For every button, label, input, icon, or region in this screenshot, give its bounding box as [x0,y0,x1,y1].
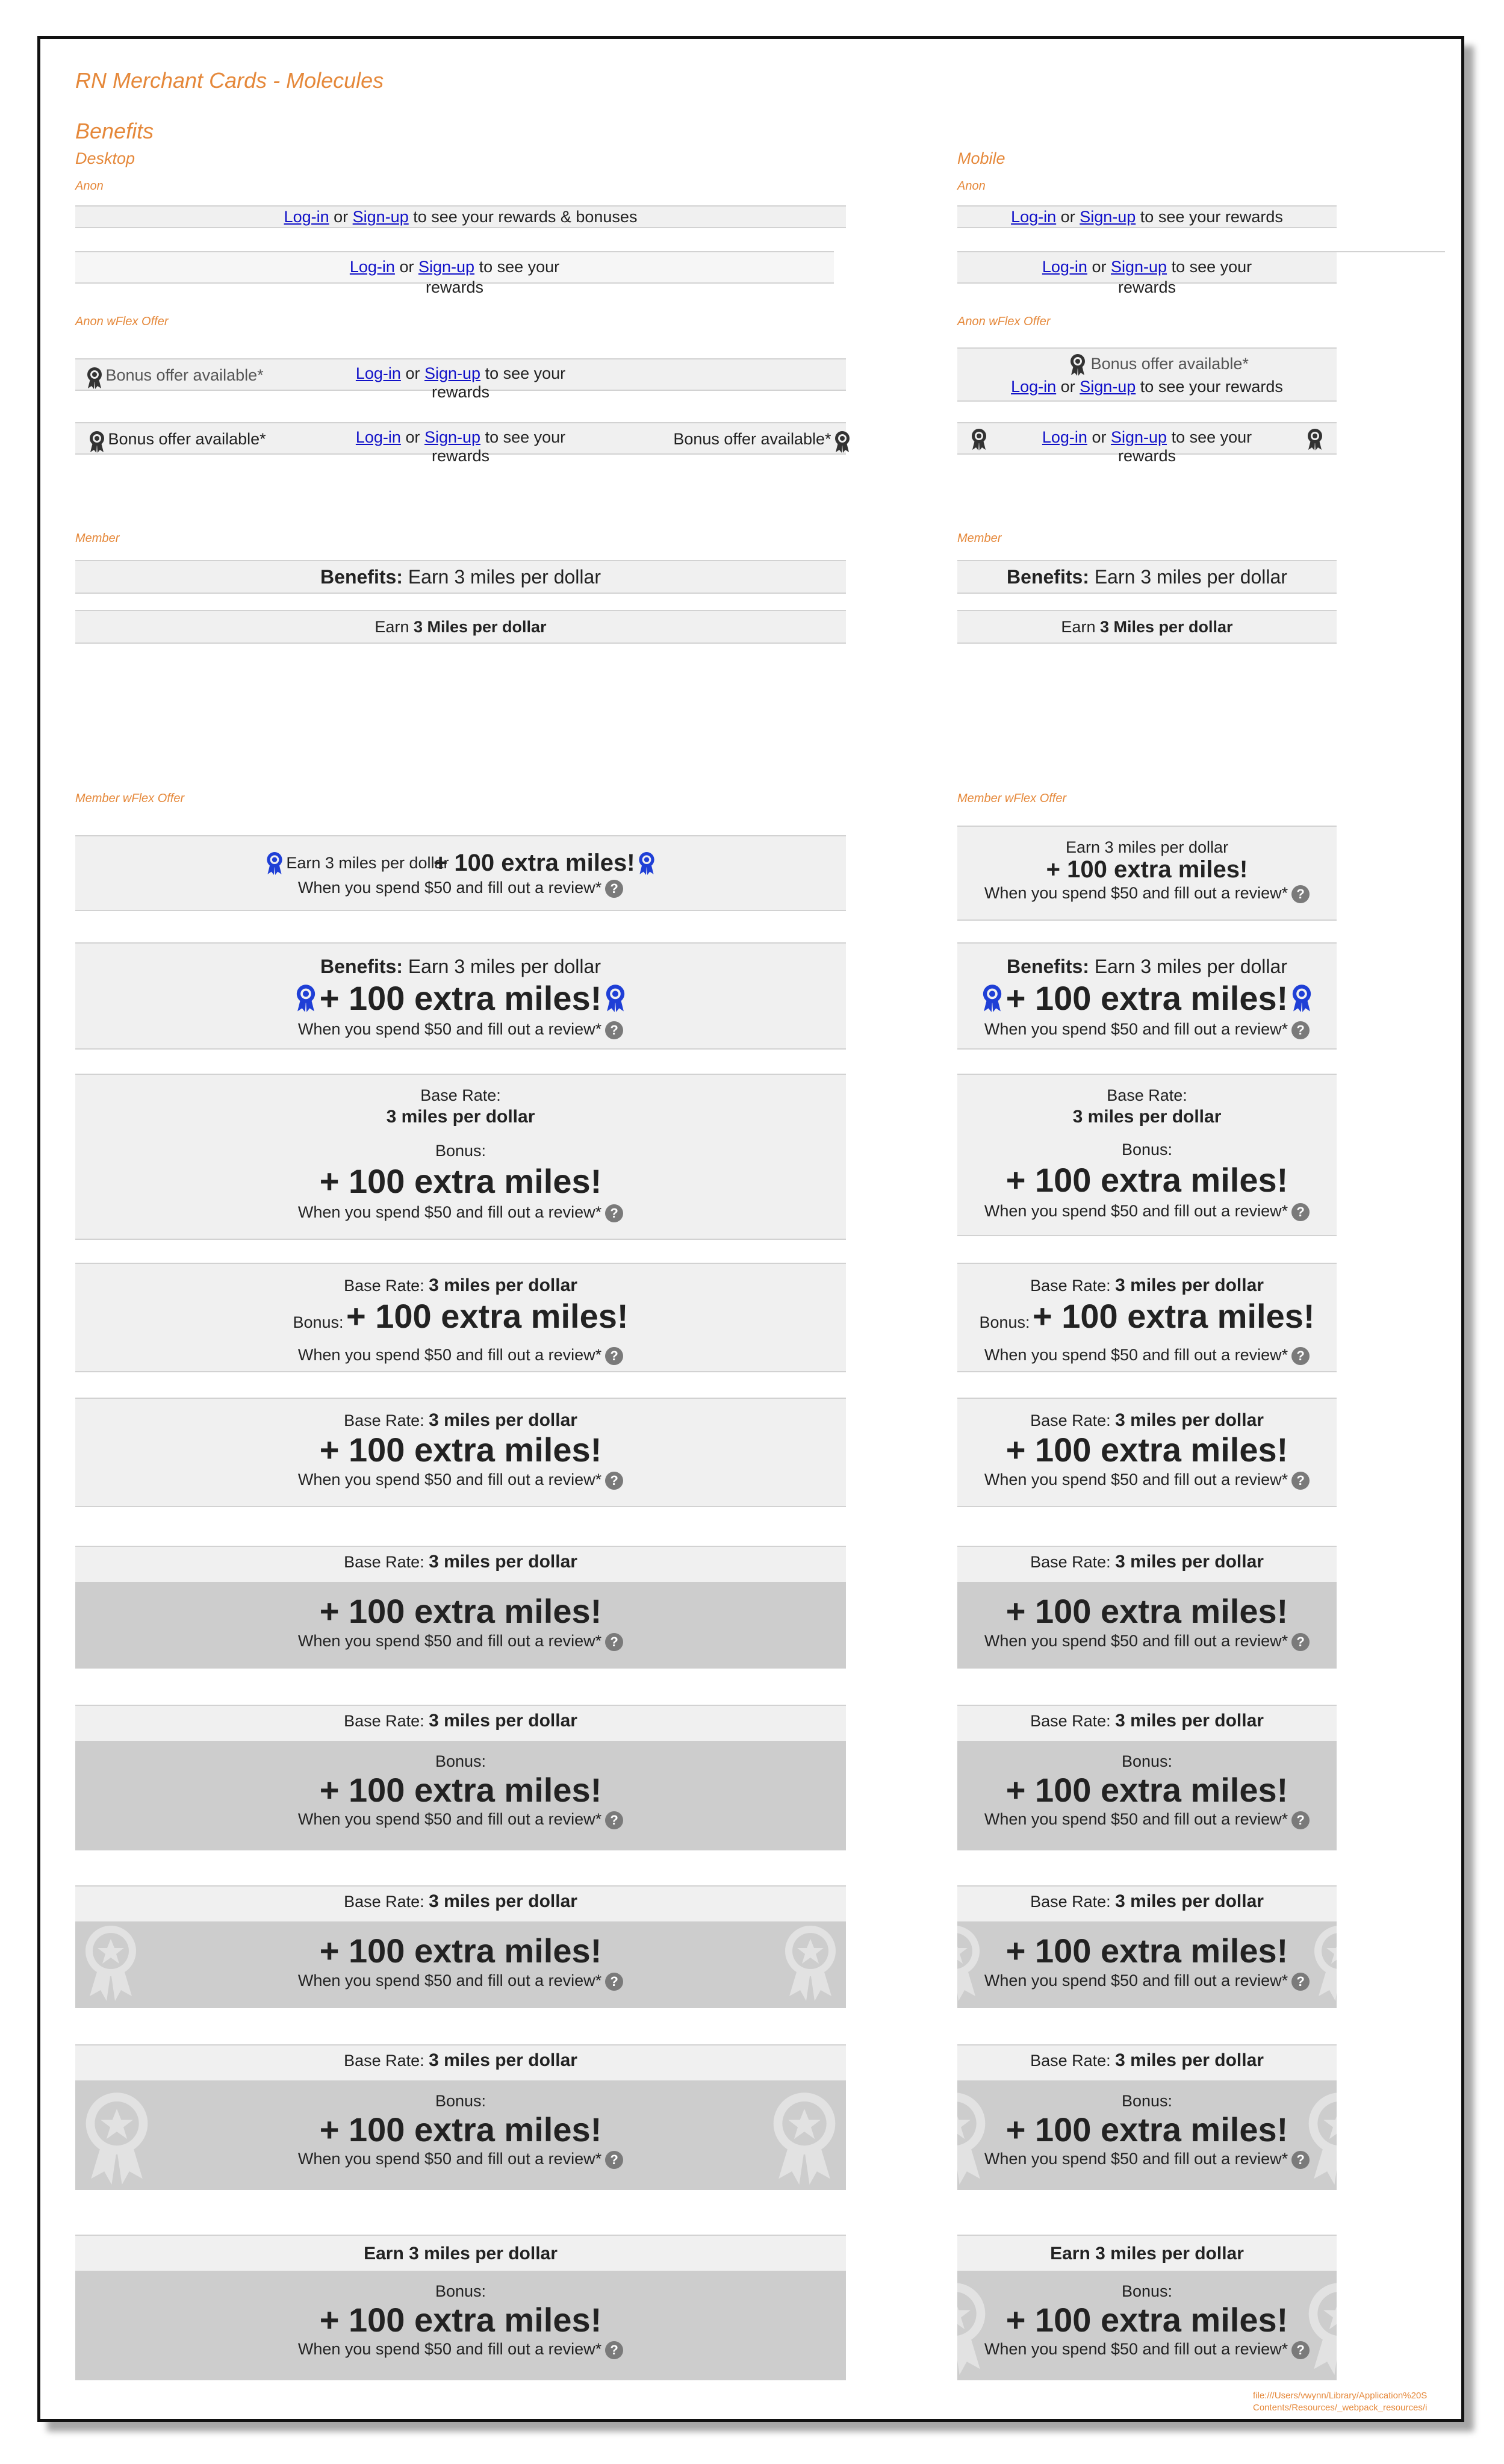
extra-miles-text: + 100 extra miles! [1005,2111,1288,2148]
cta-text: to see your rewards & bonuses [413,208,638,226]
login-link[interactable]: Log-in [1011,378,1057,396]
condition-text: When you spend $50 and fill out a review* [297,879,602,897]
condition-text: When you spend $50 and fill out a review* [984,1632,1288,1650]
offer-card-mobile-2 [957,942,1337,1050]
footer-file-path [1253,2390,1427,2414]
help-icon[interactable]: ? [605,880,623,898]
extra-miles-text: + 100 extra miles! [319,1431,602,1469]
base-rate-value: 3 miles per dollar [1115,1410,1264,1430]
base-rate-value: 3 miles per dollar [429,1711,577,1731]
anon-card-desktop-2 [75,251,834,296]
or-text: or [405,428,420,446]
miles-per-dollar: 3 Miles per dollar [1099,618,1233,636]
signup-link[interactable]: Sign-up [424,428,481,446]
offer-card-desktop-9 [75,2044,846,2190]
base-rate-label: Base Rate: [344,1553,424,1571]
extra-miles-text: + 100 extra miles! [1046,856,1248,883]
condition-text: When you spend $50 and fill out a review* [297,2340,602,2358]
offer-card-desktop-10 [75,2235,846,2380]
earn-small-text: Earn 3 miles per dollar [1065,838,1229,856]
extra-miles-text: + 100 extra miles! [319,1771,602,1809]
offer-card-desktop-2 [75,942,846,1050]
extra-miles-text: + 100 extra miles! [319,1592,602,1630]
condition-text: When you spend $50 and fill out a review* [984,1810,1288,1828]
offer-card-desktop-5 [75,1398,846,1507]
help-icon[interactable]: ? [1291,2151,1310,2169]
footer-path-line-2: Contents/Resources/_webpack_resources/i [1253,2403,1428,2413]
anon-wflex-card-mobile-2 [957,422,1337,465]
extra-miles-text: + 100 extra miles! [319,979,602,1017]
offer-card-mobile-1 [957,826,1337,921]
condition-text: When you spend $50 and fill out a review* [297,1020,602,1038]
extra-miles-text: + 100 extra miles! [1005,1771,1288,1809]
bonus-label: Bonus: [435,1142,486,1160]
condition-text: When you spend $50 and fill out a review* [984,1346,1288,1364]
earn-word: Earn [1061,618,1096,636]
earn-text: Earn 3 miles per dollar [1094,956,1287,977]
base-rate-label: Base Rate: [344,1411,424,1430]
offer-card-desktop-1 [75,835,846,911]
signup-link[interactable]: Sign-up [424,364,481,382]
bonus-available-text: Bonus offer available* [673,430,831,448]
earn-header: Earn 3 miles per dollar [75,2235,846,2272]
cta-block [316,364,605,402]
cta-text: to see your [479,258,560,276]
base-rate-label: Base Rate: [1030,1553,1111,1571]
help-icon[interactable]: ? [605,1633,623,1651]
bonus-label: Bonus: [1121,2092,1173,2110]
bonus-label: Bonus: [435,1752,486,1770]
extra-miles-text: + 100 extra miles! [319,1162,602,1200]
condition-text: When you spend $50 and fill out a review* [984,884,1288,902]
base-rate-value: 3 miles per dollar [1115,1711,1264,1731]
ribbon-badge-icon [1307,428,1323,451]
help-icon[interactable]: ? [1291,1021,1310,1039]
cta-text: to see your [485,428,566,446]
member-card-desktop-2 [75,610,846,644]
login-link[interactable]: Log-in [355,364,401,382]
base-rate-value: 3 miles per dollar [1072,1107,1222,1127]
award-badge-watermark-icon [783,1924,837,2002]
extra-miles-text: + 100 extra miles! [1005,1592,1288,1630]
help-icon[interactable]: ? [1291,1811,1310,1829]
mobile-column-label: Mobile [957,149,1005,167]
base-rate-label: Base Rate: [1030,1411,1111,1430]
base-rate-label: Base Rate: [344,1712,424,1730]
member-card-desktop-1 [75,560,846,594]
extra-miles-text: + 100 extra miles! [1005,1932,1288,1970]
base-rate-label: Base Rate: [1030,1712,1111,1730]
artboard-frame [37,36,1464,2422]
footer-path-line-1: file:///Users/vwynn/Library/Application%20S [1253,2391,1428,2401]
offer-card-mobile-10 [957,2235,1337,2380]
offer-card-desktop-8 [75,1885,846,2008]
anon-card-mobile-1 [957,205,1337,228]
cta-text-2: rewards [1117,447,1176,465]
anon-label-mobile: Anon [957,179,986,193]
base-rate-label: Base Rate: [420,1086,501,1104]
help-icon[interactable]: ? [1291,2341,1310,2359]
extra-miles-text: + 100 extra miles! [319,2301,602,2339]
extra-miles-text: + 100 extra miles! [433,850,635,876]
offer-card-desktop-7 [75,1705,846,1850]
login-link[interactable]: Log-in [1042,258,1087,276]
anon-wflex-card-mobile-1 [957,347,1337,402]
base-rate-value: 3 miles per dollar [429,1891,577,1911]
offer-card-mobile-9 [957,2044,1337,2190]
condition-text: When you spend $50 and fill out a review* [297,2150,602,2168]
page-title: RN Merchant Cards - Molecules [75,68,384,93]
condition-text: When you spend $50 and fill out a review* [984,1202,1288,1220]
earn-text: Earn 3 miles per dollar [408,956,601,977]
cta-text: to see your rewards [1140,208,1283,226]
or-text: or [399,258,414,276]
award-badge-watermark-icon [1307,2280,1337,2377]
blue-ribbon-icon [638,851,656,876]
award-badge-watermark-icon [1313,1924,1337,2002]
condition-text: When you spend $50 and fill out a review* [984,1971,1288,1990]
base-rate-value: 3 miles per dollar [1115,1891,1264,1911]
anon-label: Anon [75,179,104,193]
help-icon[interactable]: ? [1291,1973,1310,1991]
member-wflex-label: Member wFlex Offer [75,792,185,805]
ribbon-badge-icon [971,428,987,451]
blue-ribbon-icon [266,851,284,876]
login-link[interactable]: Log-in [1011,208,1057,226]
help-icon[interactable]: ? [1291,1203,1310,1221]
login-link[interactable]: Log-in [355,428,401,446]
member-label: Member [75,532,120,545]
bonus-label: Bonus: [979,1313,1030,1331]
help-icon[interactable]: ? [1291,1347,1310,1365]
anon-wflex-label: Anon wFlex Offer [75,315,169,328]
base-rate-label: Base Rate: [344,1893,424,1911]
condition-text: When you spend $50 and fill out a review* [297,1346,602,1364]
cta-text-2: rewards [431,383,490,401]
ribbon-badge-icon [834,431,851,453]
bonus-group [86,364,264,390]
extra-miles-text: + 100 extra miles! [1032,1297,1315,1335]
or-text: or [1060,378,1075,396]
base-rate-value: 3 miles per dollar [1115,2050,1264,2070]
section-title: Benefits [75,119,154,143]
or-text: or [405,364,420,382]
extra-miles-text: + 100 extra miles! [319,2111,602,2148]
base-rate-value: 3 miles per dollar [429,1552,577,1572]
offer-card-desktop-4 [75,1263,846,1372]
member-wflex-label-mobile: Member wFlex Offer [957,792,1067,805]
earn-word: Earn [374,618,409,636]
signup-link[interactable]: Sign-up [352,208,409,226]
help-icon[interactable]: ? [1291,1472,1310,1490]
blue-ribbon-icon [295,984,317,1013]
base-rate-label: Base Rate: [1030,1893,1111,1911]
earn-text: Earn 3 miles per dollar [408,566,601,588]
login-link[interactable]: Log-in [1042,428,1087,446]
blue-ribbon-icon [604,984,626,1013]
base-rate-label: Base Rate: [1030,1277,1111,1295]
signup-link[interactable]: Sign-up [418,258,475,276]
base-rate-label: Base Rate: [1030,2052,1111,2070]
base-rate-value: 3 miles per dollar [429,1410,577,1430]
login-link[interactable]: Log-in [284,208,329,226]
help-icon[interactable]: ? [1291,1633,1310,1651]
blue-ribbon-icon [1291,984,1313,1013]
benefits-label: Benefits: [1007,566,1089,588]
blue-ribbon-icon [981,984,1003,1013]
extra-miles-text: + 100 extra miles! [1005,979,1288,1017]
signup-link[interactable]: Sign-up [1110,428,1167,446]
extra-miles-text: + 100 extra miles! [1005,2301,1288,2339]
offer-card-mobile-7 [957,1705,1337,1850]
bonus-label: Bonus: [435,2282,486,2300]
cta-block [316,428,605,465]
member-card-mobile-2 [957,610,1337,644]
help-icon[interactable]: ? [605,2151,623,2169]
condition-text: When you spend $50 and fill out a review* [984,2340,1288,2358]
condition-text: When you spend $50 and fill out a review* [297,1971,602,1990]
cta-text: to see your [1171,428,1252,446]
or-text: or [1060,208,1075,226]
base-rate-label: Base Rate: [344,1277,424,1295]
member-label-mobile: Member [957,532,1002,545]
or-text: or [334,208,349,226]
earn-header: Earn 3 miles per dollar [957,2235,1337,2272]
anon-wflex-card-desktop-2 [75,422,846,465]
miles-per-dollar: 3 Miles per dollar [413,618,547,636]
extra-miles-text: + 100 extra miles! [346,1297,629,1335]
bonus-group-right [673,428,851,453]
cta-text-2: rewards [425,278,484,296]
offer-card-mobile-6 [957,1546,1337,1669]
condition-text: When you spend $50 and fill out a review* [984,2150,1288,2168]
ribbon-badge-icon [89,431,105,453]
offer-card-desktop-6 [75,1546,846,1669]
bonus-available-text: Bonus offer available* [105,366,264,384]
signup-link[interactable]: Sign-up [1080,378,1136,396]
bonus-label: Bonus: [435,2092,486,2110]
help-icon[interactable]: ? [605,2341,623,2359]
extra-miles-text: + 100 extra miles! [319,1932,602,1970]
base-rate-label: Base Rate: [344,2052,424,2070]
condition-text: When you spend $50 and fill out a review* [984,1020,1288,1038]
base-rate-value: 3 miles per dollar [429,2050,577,2070]
help-icon[interactable]: ? [605,1472,623,1490]
anon-card-mobile-2 [957,251,1337,296]
help-icon[interactable]: ? [605,1204,623,1222]
cta-text: to see your [485,364,566,382]
bonus-label: Bonus: [1121,2282,1173,2300]
offer-card-mobile-5 [957,1398,1337,1507]
anon-wflex-label-mobile: Anon wFlex Offer [957,315,1051,328]
member-card-mobile-1 [957,560,1337,594]
ribbon-badge-icon [1069,353,1086,376]
offer-card-mobile-3 [957,1074,1337,1236]
login-link[interactable]: Log-in [349,258,395,276]
bonus-label: Bonus: [293,1313,344,1331]
or-text: or [1092,258,1107,276]
base-rate-value: 3 miles per dollar [1115,1552,1264,1572]
extra-miles-text: + 100 extra miles! [1005,1431,1288,1469]
base-rate-value: 3 miles per dollar [386,1107,535,1127]
bonus-label: Bonus: [1121,1752,1173,1770]
bonus-label: Bonus: [1121,1140,1173,1159]
help-icon[interactable]: ? [605,1973,623,1991]
benefits-label: Benefits: [320,956,403,977]
base-rate-value: 3 miles per dollar [429,1275,577,1295]
offer-card-mobile-8 [957,1885,1337,2008]
bonus-available-text: Bonus offer available* [1090,355,1249,373]
benefits-label: Benefits: [320,566,403,588]
earn-text: Earn 3 miles per dollar [1094,566,1287,588]
signup-link[interactable]: Sign-up [1080,208,1136,226]
award-badge-watermark-icon [1307,2090,1337,2186]
condition-text: When you spend $50 and fill out a review* [297,1203,602,1221]
cta-text-2: rewards [1117,278,1176,296]
cta-text: to see your [1171,258,1252,276]
earn-small-text: Earn 3 miles per dollar [286,854,449,872]
base-rate-value: 3 miles per dollar [1115,1275,1264,1295]
bonus-available-text: Bonus offer available* [108,430,266,448]
bonus-group-left [89,428,266,453]
condition-text: When you spend $50 and fill out a review* [297,1810,602,1828]
offer-card-desktop-3 [75,1074,846,1240]
ribbon-badge-icon [86,367,103,390]
cta-text-2: rewards [431,447,490,465]
offer-card-mobile-4 [957,1263,1337,1372]
anon-card-desktop-1 [75,205,846,228]
award-badge-watermark-icon [771,2090,837,2186]
condition-text: When you spend $50 and fill out a review* [297,1632,602,1650]
base-rate-label: Base Rate: [1107,1086,1187,1104]
help-icon[interactable]: ? [605,1021,623,1039]
anon-wflex-card-desktop-1 [75,358,846,401]
desktop-column-label: Desktop [75,149,135,167]
condition-text: When you spend $50 and fill out a review* [984,1470,1288,1489]
help-icon[interactable]: ? [1291,885,1310,903]
cta-text: to see your rewards [1140,378,1283,396]
signup-link[interactable]: Sign-up [1110,258,1167,276]
divider [1337,251,1445,252]
or-text: or [1092,428,1107,446]
help-icon[interactable]: ? [605,1347,623,1365]
extra-miles-text: + 100 extra miles! [1005,1161,1288,1199]
condition-text: When you spend $50 and fill out a review* [297,1470,602,1489]
help-icon[interactable]: ? [605,1811,623,1829]
benefits-label: Benefits: [1007,956,1089,977]
